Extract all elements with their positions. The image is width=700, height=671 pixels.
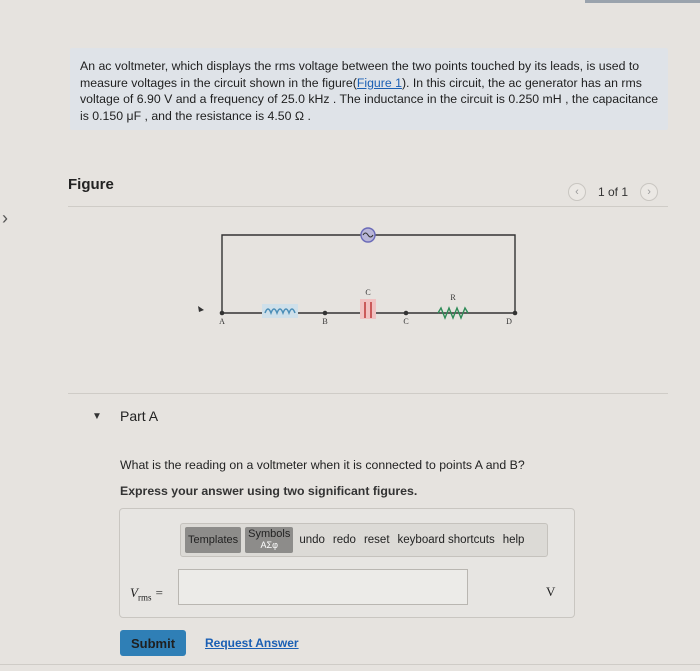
circuit-diagram bbox=[180, 220, 520, 330]
node-d-label: D bbox=[506, 317, 512, 326]
answer-editor bbox=[119, 508, 575, 618]
answer-unit: V bbox=[546, 584, 556, 599]
answer-label-sub: rms bbox=[137, 592, 152, 603]
templates-button[interactable] bbox=[185, 527, 241, 553]
request-answer-link[interactable]: Request Answer bbox=[205, 636, 299, 650]
pointer-icon bbox=[198, 306, 204, 312]
problem-text-part1: An ac voltmeter, which displays the rms voltage between the two points touched by its leads, is used to measure voltages in the circuit shown in the figure( bbox=[80, 59, 640, 90]
capacitor-label: C bbox=[365, 288, 371, 297]
node-c-dot bbox=[404, 311, 409, 316]
chevron-left-icon[interactable]: ‹ bbox=[568, 183, 586, 201]
divider bbox=[68, 393, 668, 394]
node-d-dot bbox=[513, 311, 518, 316]
math-toolbar bbox=[180, 523, 548, 557]
part-title[interactable]: Part A bbox=[120, 408, 159, 424]
problem-text-part2: ). In this circuit, the ac generator has an rms voltage of 6.90 V and a frequency of 25.0 kHz . The inductance in the circuit is 0.250 mH , the capacitance is 0.150 μF , and the resistance is 4.50 Ω . bbox=[80, 75, 659, 123]
capacitor-background bbox=[360, 299, 376, 319]
symbols-sub-label: ΑΣφ bbox=[260, 540, 278, 550]
pager-text: 1 of 1 bbox=[598, 185, 629, 199]
keyboard-shortcuts-button[interactable]: keyboard shortcuts bbox=[397, 534, 495, 546]
node-c-label: C bbox=[403, 317, 409, 326]
top-strip bbox=[0, 0, 700, 12]
divider bbox=[0, 664, 700, 665]
equals-sign: = bbox=[154, 585, 164, 600]
symbols-button[interactable] bbox=[245, 527, 293, 553]
figure-pager bbox=[568, 183, 658, 201]
reset-button[interactable]: reset bbox=[363, 534, 390, 546]
top-progress-bar bbox=[585, 0, 700, 3]
instruction-text: Express your answer using two significant figures. bbox=[120, 484, 418, 498]
redo-button[interactable]: redo bbox=[332, 534, 356, 546]
answer-input[interactable] bbox=[178, 569, 468, 605]
answer-label-main: V bbox=[130, 585, 138, 600]
chevron-right-icon[interactable]: › bbox=[2, 208, 8, 228]
resistor-label: R bbox=[450, 293, 456, 302]
submit-button[interactable]: Submit bbox=[120, 630, 186, 656]
symbols-label: Symbols bbox=[248, 528, 291, 540]
templates-label: Templates bbox=[188, 533, 239, 546]
problem-statement bbox=[70, 48, 668, 130]
node-b-dot bbox=[323, 311, 328, 316]
inductor-background bbox=[262, 304, 298, 318]
divider bbox=[68, 206, 668, 207]
figure-link[interactable]: Figure 1 bbox=[356, 75, 402, 90]
node-b-label: B bbox=[322, 317, 328, 326]
chevron-right-icon[interactable]: › bbox=[640, 183, 658, 201]
node-a-dot bbox=[220, 311, 225, 316]
figure-title: Figure bbox=[68, 176, 114, 193]
answer-label bbox=[130, 585, 163, 603]
question-text: What is the reading on a voltmeter when it is connected to points A and B? bbox=[120, 458, 525, 472]
caret-down-icon[interactable]: ▼ bbox=[92, 411, 102, 422]
node-a-label: A bbox=[219, 317, 225, 326]
problem-text bbox=[80, 58, 660, 124]
help-button[interactable]: help bbox=[502, 534, 525, 546]
undo-button[interactable]: undo bbox=[299, 534, 325, 546]
